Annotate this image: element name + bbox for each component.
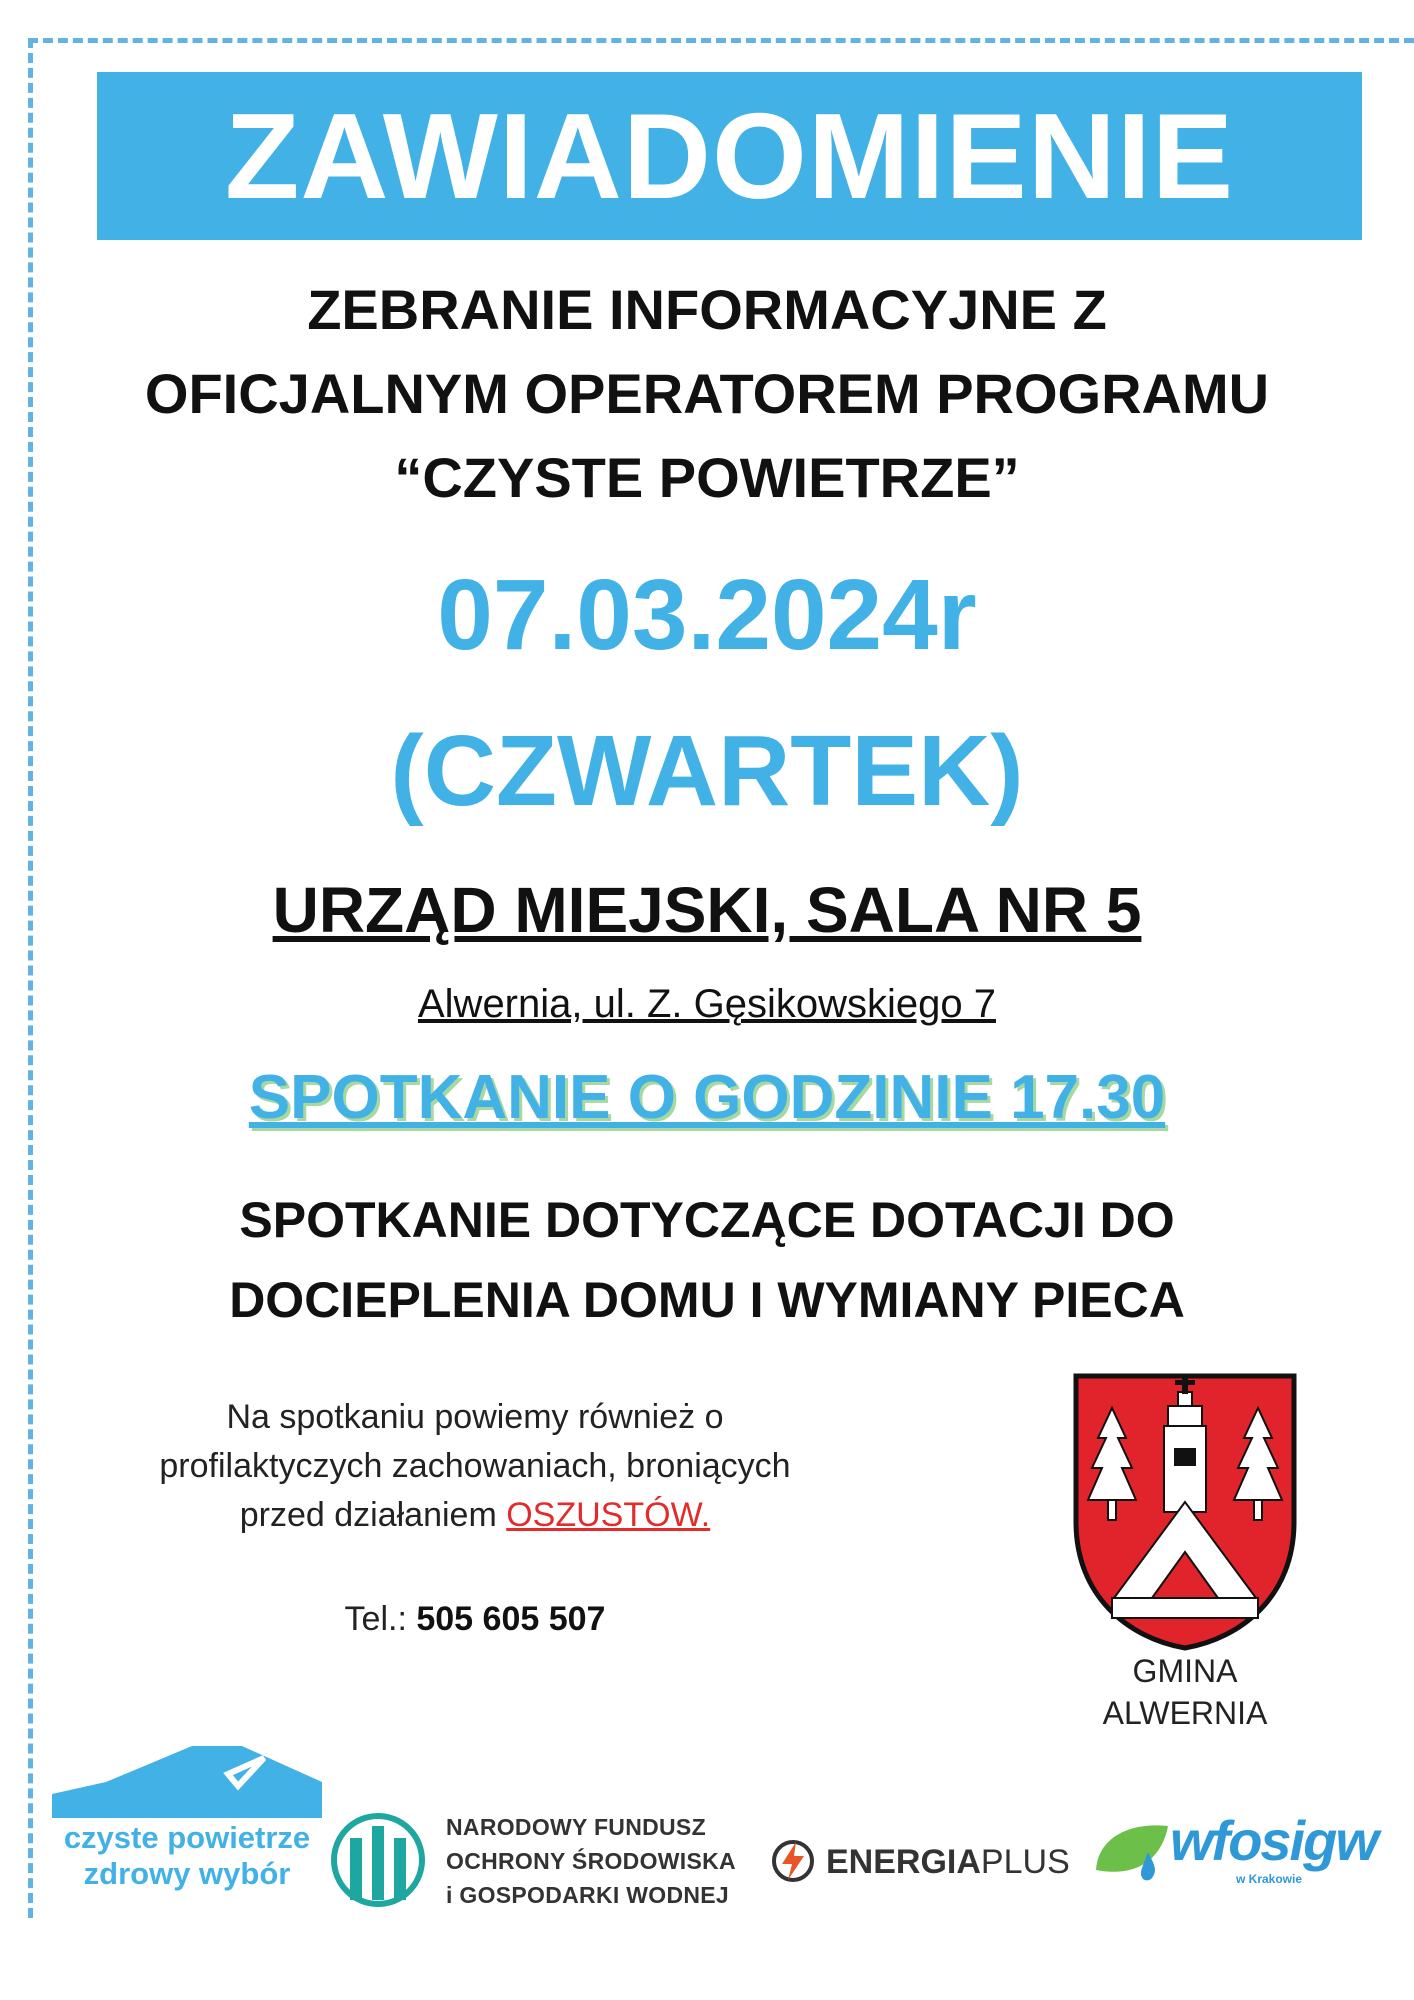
subtitle-line-2: OFICJALNYM OPERATOREM PROGRAMU	[144, 362, 1270, 425]
energiaplus-logo	[826, 1842, 1070, 1882]
meeting-topic	[0, 1180, 1414, 1340]
event-address-text: Alwernia, ul. Z. Gęsikowskiego 7	[417, 982, 996, 1026]
crest-caption-line-2: ALWERNIA	[1102, 1695, 1268, 1731]
crest-icon	[1072, 1372, 1298, 1652]
wfosigw-subtitle: w Krakowie	[1236, 1872, 1303, 1886]
leaf-drop-icon	[1092, 1818, 1170, 1890]
wfosigw-logo: wfosigw	[1170, 1809, 1377, 1872]
crest-caption-line-1: GMINA	[1132, 1653, 1238, 1689]
phone-number[interactable]: 505 605 507	[416, 1600, 606, 1638]
cp-logo-line-2: zdrowy wybór	[83, 1856, 291, 1891]
subtitle-line-3: “CZYSTE POWIETRZE”	[394, 446, 1020, 509]
dashed-frame-top	[28, 38, 1414, 43]
czyste-powietrze-logo	[52, 1820, 322, 1892]
info-line-2: profilaktyczych zachowaniach, broniących	[159, 1447, 791, 1485]
page-title: ZAWIADOMIENIE	[224, 88, 1235, 224]
phone-contact	[90, 1600, 860, 1639]
nfosigw-line-3: i GOSPODARKI WODNEJ	[446, 1882, 730, 1908]
info-line-3	[90, 1491, 860, 1540]
topic-line-2: DOCIEPLENIA DOMU I WYMIANY PIECA	[229, 1272, 1185, 1328]
event-time	[0, 1056, 1414, 1140]
info-paragraph	[90, 1393, 860, 1540]
event-date: 07.03.2024r	[437, 559, 977, 671]
nfosigw-emblem-icon	[330, 1808, 426, 1918]
nfosigw-line-2: OCHRONY ŚRODOWISKA	[446, 1848, 736, 1874]
meeting-subtitle	[0, 268, 1414, 520]
fraud-warning-link[interactable]: OSZUSTÓW.	[506, 1496, 711, 1534]
energiaplus-rest: PLUS	[980, 1843, 1070, 1881]
info-line-3-prefix: przed działaniem	[239, 1496, 507, 1534]
nfosigw-logo	[446, 1810, 766, 1912]
event-place-text: URZĄD MIEJSKI, SALA NR 5	[272, 874, 1142, 946]
phone-label: Tel.:	[344, 1600, 417, 1638]
topic-line-1: SPOTKANIE DOTYCZĄCE DOTACJI DO	[239, 1192, 1175, 1248]
event-day: (CZWARTEK)	[390, 715, 1024, 827]
event-address	[0, 976, 1414, 1032]
subtitle-line-1: ZEBRANIE INFORMACYJNE Z	[307, 278, 1107, 341]
event-time-text: SPOTKANIE O GODZINIE 17.30	[248, 1063, 1166, 1132]
cp-logo-line-1: czyste powietrze	[63, 1820, 311, 1855]
title-banner	[97, 72, 1362, 240]
info-line-1: Na spotkaniu powiemy również o	[226, 1398, 724, 1436]
nfosigw-line-1: NARODOWY FUNDUSZ	[446, 1814, 706, 1840]
energiaplus-bold: ENERGIA	[826, 1843, 981, 1881]
event-place	[0, 870, 1414, 950]
crest-caption	[1050, 1650, 1320, 1734]
energiaplus-icon	[770, 1838, 816, 1884]
